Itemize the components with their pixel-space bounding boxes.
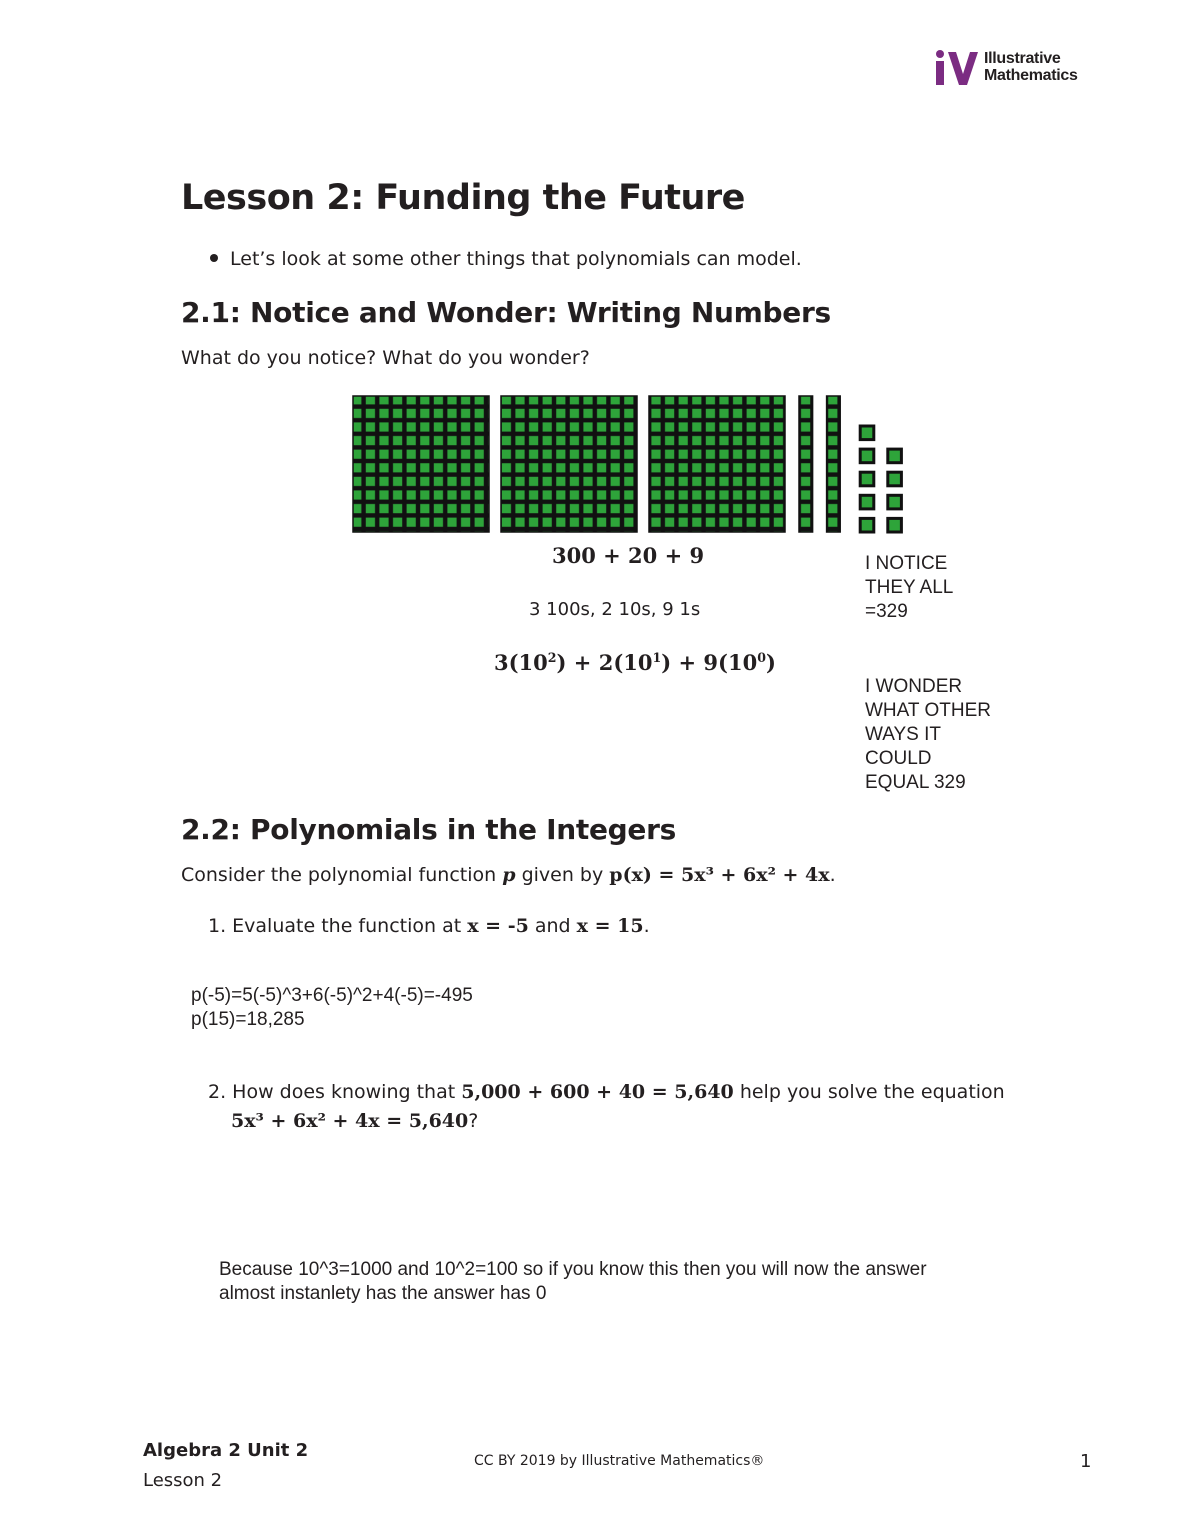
logo-line-2: Mathematics [984,67,1078,84]
one-cube [888,472,902,486]
page-number: 1 [1080,1451,1092,1472]
expr3-exp: 1 [652,650,662,665]
section-2-1-prompt: What do you notice? What do you wonder? [181,347,590,369]
answer-2-line: Because 10^3=1000 and 10^2=100 so if you know this then you will now the answer [219,1259,927,1280]
footer-lesson: Lesson 2 [143,1470,223,1491]
q1-value-b: x = 15 [576,915,644,937]
q1-and: and [534,915,571,937]
answer-1-line: p(-5)=5(-5)^3+6(-5)^2+4(-5)=-495 [191,985,473,1006]
expr3-exp: 2 [547,650,557,665]
question-2 [208,1081,1005,1103]
intro-formula: p(x) = 5x³ + 6x² + 4x [609,864,830,886]
q2-suffix: help you solve the equation [739,1081,1005,1103]
place-value-words: 3 100s, 2 10s, 9 1s [529,599,701,620]
wonder-line: I WONDER [865,676,963,697]
footer-course-info [143,1436,308,1496]
answer-1-line: p(15)=18,285 [191,1009,305,1030]
answer-1 [191,984,473,1032]
expr3-part: ) + 9(10 [661,650,758,675]
question-1: 1. Evaluate the function at x = -5 and x = 15. [208,915,650,937]
bullet-icon [210,254,218,262]
expr3-part: ) [765,650,776,675]
expr3-part: ) + 2(10 [556,650,653,675]
intro-prefix: Consider the polynomial function [181,864,497,886]
one-cube [860,518,874,532]
one-cube [888,518,902,532]
notice-line: THEY ALL [865,577,954,598]
answer-2 [219,1258,927,1306]
one-cube [860,449,874,463]
footer-course: Algebra 2 Unit 2 [143,1440,309,1461]
intro-function-name: p [502,864,516,886]
q1-prefix: 1. Evaluate the function at [208,915,462,937]
notice-line: =329 [865,601,908,622]
hundred-block [649,396,785,532]
expr3-exp: 0 [757,650,766,665]
intro-mid: given by [521,864,604,886]
one-cube [860,495,874,509]
q1-value-a: x = -5 [467,915,529,937]
hundred-block [501,396,637,532]
ten-rod [827,396,841,532]
expr3-part: 3(10 [494,650,548,675]
answer-2-line: almost instanlety has the answer has 0 [219,1283,547,1304]
section-2-2-intro: Consider the polynomial function p given by p(x) = 5x³ + 6x² + 4x. [181,864,836,886]
ten-rod [799,396,813,532]
q2-prefix: 2. How does knowing that [208,1081,456,1103]
logo-line-1: Illustrative [984,50,1061,67]
wonder-line: WHAT OTHER [865,700,991,721]
wonder-line: WAYS IT [865,724,941,745]
illustrative-mathematics-logo [934,50,1078,86]
lesson-title: Lesson 2: Funding the Future [181,178,745,218]
section-2-2-heading: 2.2: Polynomials in the Integers [181,813,676,846]
q2-equation: 5,000 + 600 + 40 = 5,640 [461,1081,734,1103]
one-cube [860,472,874,486]
q2-question-mark: ? [468,1110,479,1132]
im-logo-icon [934,50,978,86]
base-ten-blocks-figure [350,393,910,535]
one-cube [888,495,902,509]
notice-line: I NOTICE [865,553,948,574]
section-2-1-heading: 2.1: Notice and Wonder: Writing Numbers [181,296,831,329]
q2-polynomial-equation: 5x³ + 6x² + 4x = 5,640 [231,1110,469,1132]
one-cube [860,426,874,440]
learning-goal-bullet [210,248,802,270]
wonder-answer [865,675,991,795]
logo-wordmark [984,50,1078,84]
hundred-block [353,396,489,532]
learning-goal-text: Let’s look at some other things that polynomials can model. [230,248,802,270]
footer-license: CC BY 2019 by Illustrative Mathematics® [474,1453,765,1469]
notice-answer [865,552,953,624]
blocks-layer [353,396,901,532]
expanded-form: 300 + 20 + 9 [552,543,705,568]
one-cube [888,449,902,463]
wonder-line: COULD [865,748,932,769]
question-2-equation [231,1110,478,1132]
wonder-line: EQUAL 329 [865,772,966,793]
power-of-ten-form [494,650,776,675]
